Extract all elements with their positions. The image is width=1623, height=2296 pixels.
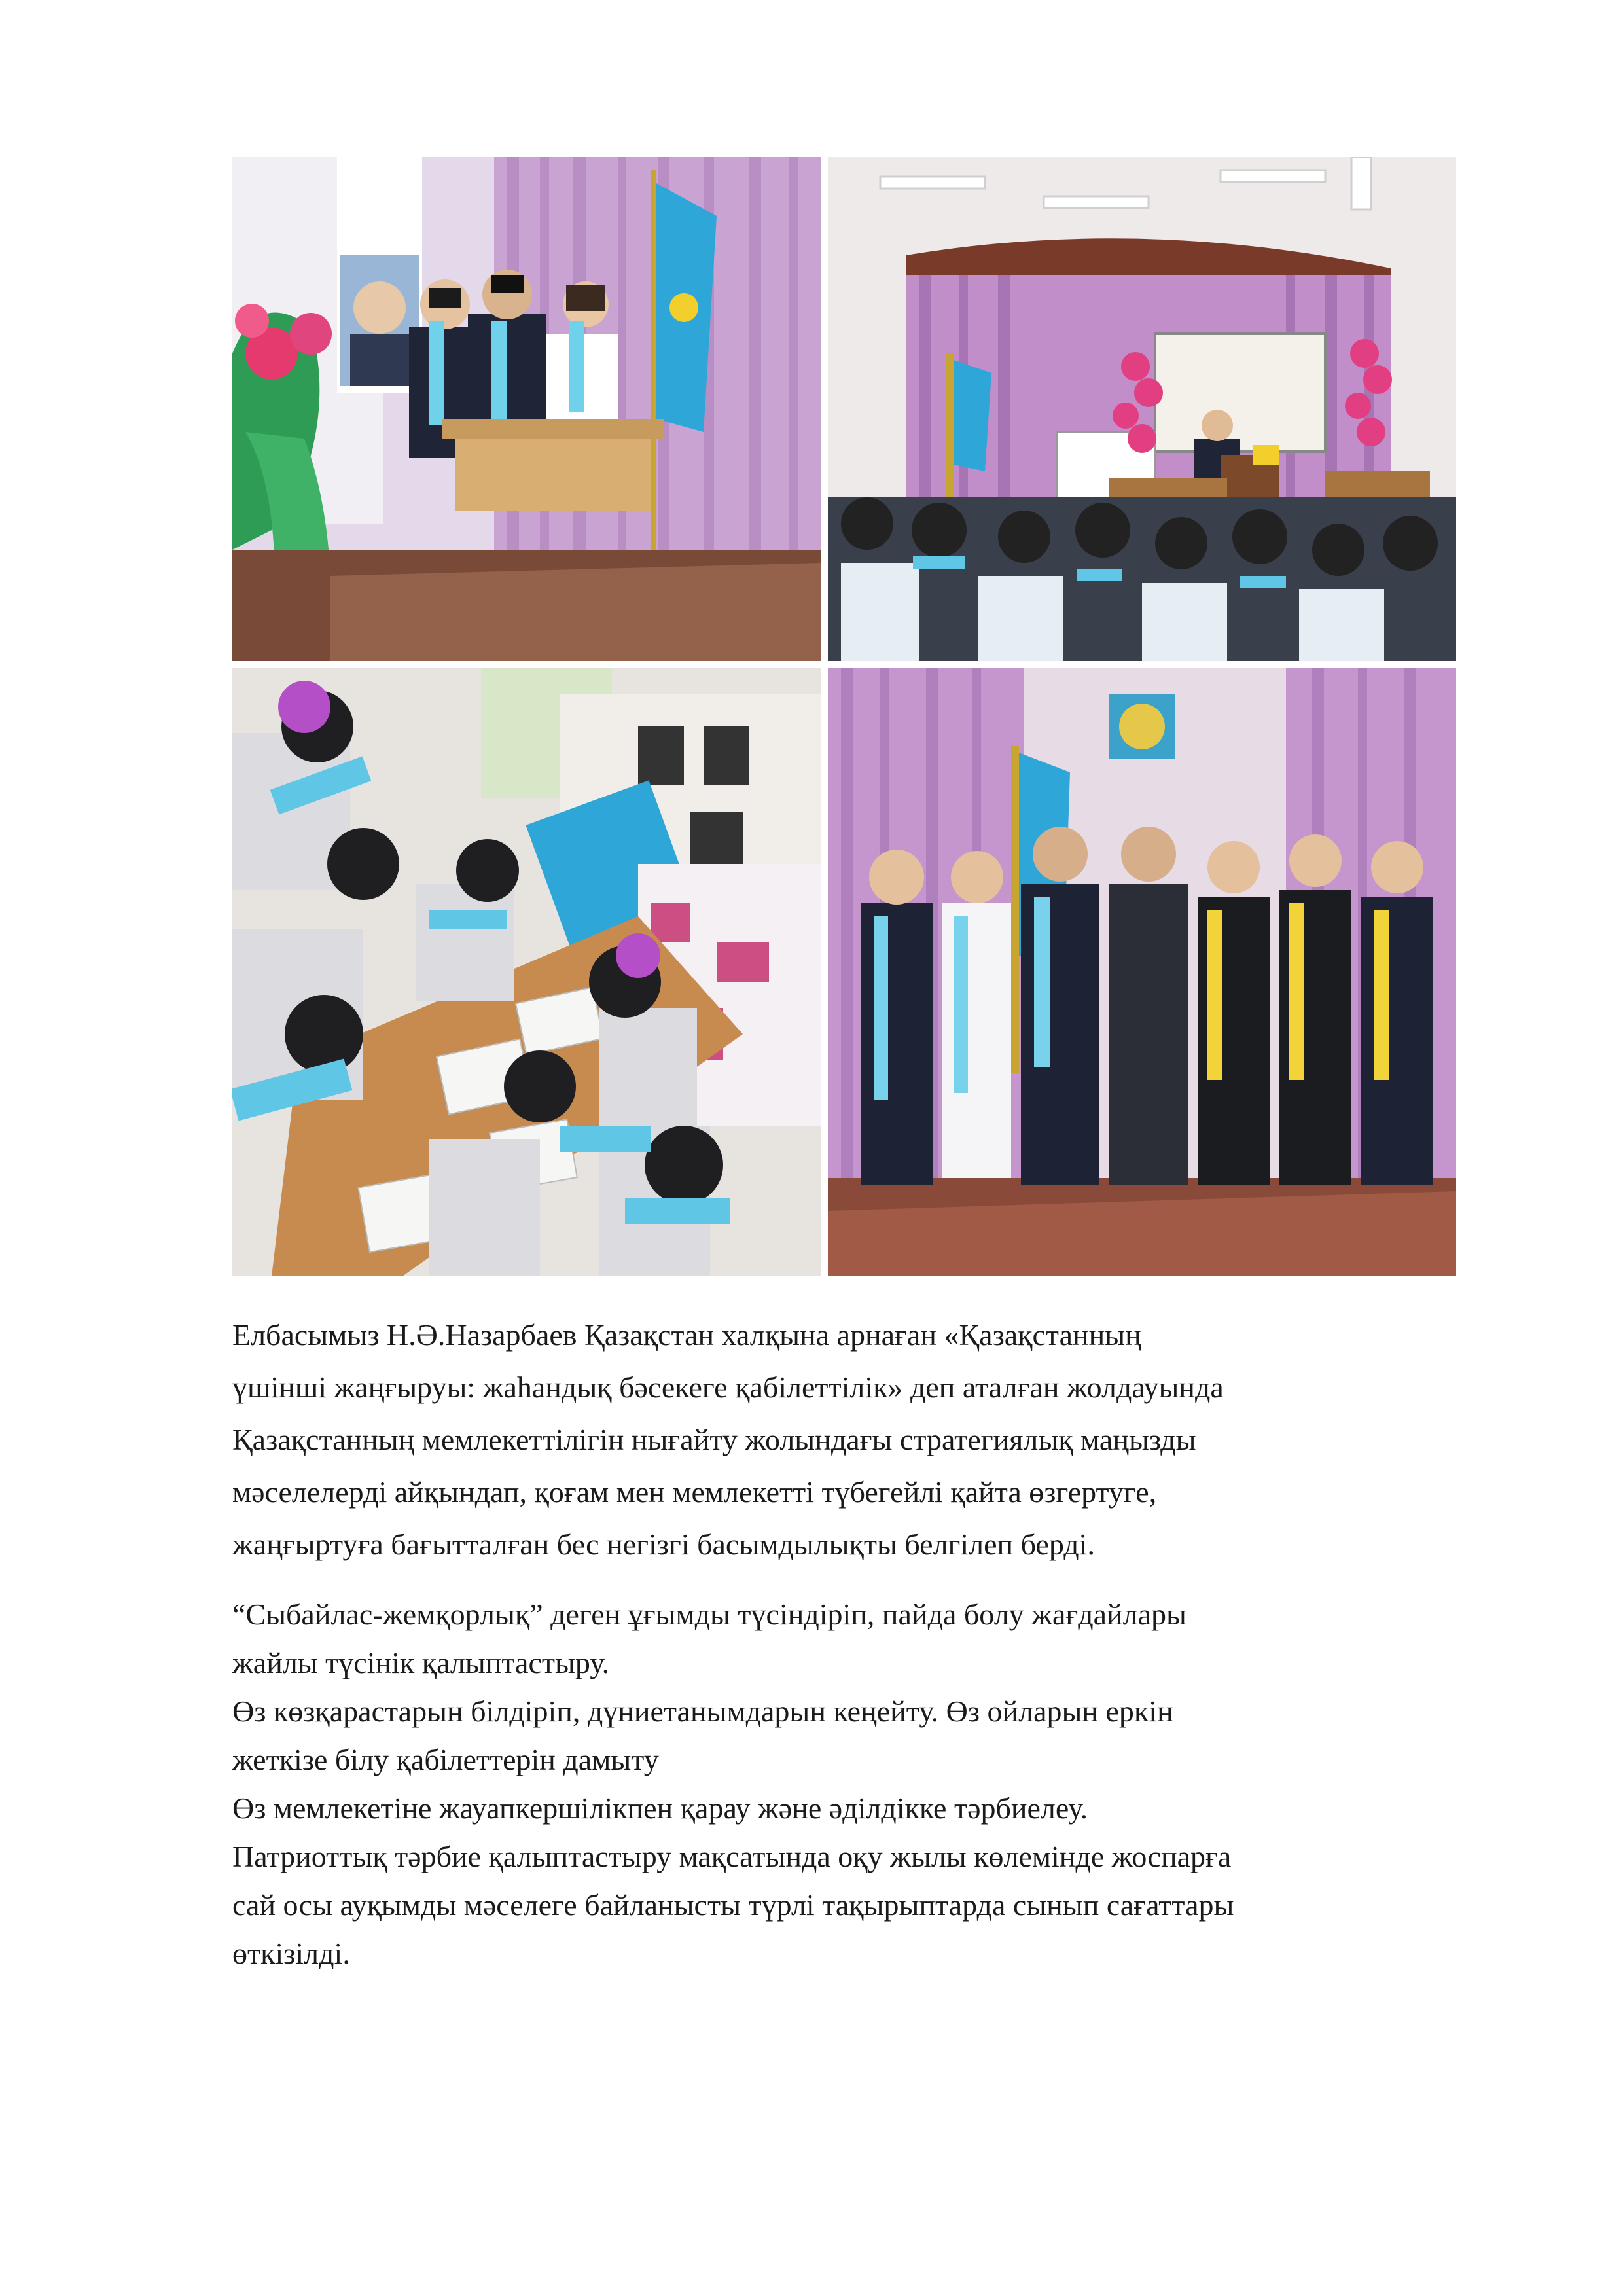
text-line: мәселелерді айқындап, қоғам мен мемлекетті түбегейлі қайта өзгертуге,: [232, 1475, 1157, 1509]
text-line: сай осы ауқымды мәселеге байланысты түрлі тақырыптарда сынып сағаттары: [232, 1888, 1234, 1922]
text-line: Патриоттық тәрбие қалыптастыру мақсатында оқу жылы көлемінде жоспарға: [232, 1840, 1232, 1873]
intro-paragraph: [232, 1309, 1476, 1571]
text-line: жеткізе білу қабілеттерін дамыту: [232, 1743, 659, 1776]
text-line: Өз мемлекетіне жауапкершілікпен қарау және әділдікке тәрбиелеу.: [232, 1791, 1088, 1825]
goals-paragraph: [232, 1590, 1476, 1978]
text-line: “Сыбайлас-жемқорлық” деген ұғымды түсіндіріп, пайда болу жағдайлары: [232, 1598, 1186, 1631]
photo-panel-desk: [232, 157, 821, 661]
photo-panel-reading: [232, 668, 821, 1276]
text-line: өткізілді.: [232, 1937, 350, 1970]
text-line: үшінші жаңғыруы: жаһандық бәсекеге қабілеттілік» деп аталған жолдауында: [232, 1371, 1224, 1404]
text-line: Өз көзқарастарын білдіріп, дүниетанымдарын кеңейту. Өз ойларын еркін: [232, 1695, 1173, 1728]
photo-panel-hall: [828, 157, 1456, 661]
text-line: Елбасымыз Н.Ә.Назарбаев Қазақстан халқына арнаған «Қазақстанның: [232, 1318, 1141, 1352]
text-line: жаңғыртуға бағытталған бес негізгі басымдылықты белгілеп берді.: [232, 1528, 1095, 1561]
text-line: жайлы түсінік қалыптастыру.: [232, 1646, 610, 1679]
text-line: Қазақстанның мемлекеттілігін нығайту жолындағы стратегиялық маңызды: [232, 1423, 1196, 1456]
photo-panel-group: [828, 668, 1456, 1276]
